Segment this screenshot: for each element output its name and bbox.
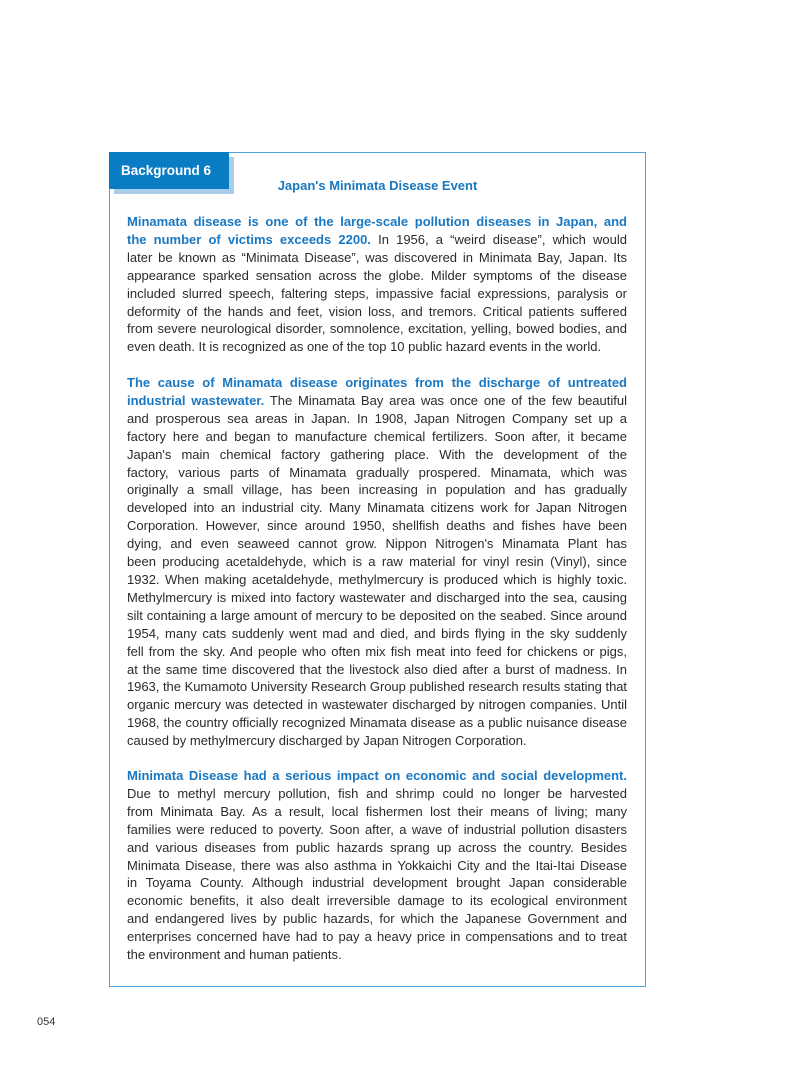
body-text: the environment and human patients. [127,947,342,963]
lead-sentence: industrial wastewater. [127,392,265,408]
text-line [127,374,627,392]
body-text: factory, various parts of Minamata gradually prospered. Minamata, which was [127,464,627,480]
lead-sentence: The cause of Minamata disease originates from the discharge of untreated [127,375,627,390]
text-line [127,338,627,356]
body-text: In 1956, a “weird disease”, which would [370,231,628,247]
text-line [127,499,627,517]
text-line [127,643,627,661]
body-text: in Toyama County. Although industrial development brought Japan considerable [127,875,627,891]
text-line [127,428,627,446]
body-text: 1963, the Kumamoto University Research Group published research results stating that [127,679,627,695]
body-text: Japan's main chemical factory gathering place. With the development of the [127,446,627,462]
body-text: even death. It is recognized as one of the top 10 public hazard events in the world. [127,339,602,355]
text-line [127,857,627,875]
body-text: silt containing a large amount of mercury to be deposited on the seabed. Since around [127,607,627,623]
body-text: 1954, many cats suddenly went mad and died, and birds flying in the sky suddenly [127,625,627,641]
text-line [127,821,627,839]
body-text: developed into an industrial city. Many Minamata citizens work for Japan Nitrogen [127,500,627,516]
text-line [127,553,627,571]
text-line [127,213,627,231]
box-title: Japan's Minimata Disease Event [277,178,478,193]
text-line [127,571,627,589]
body-text: enterprises concerned have had to pay a heavy price in compensations and to treat [127,929,627,945]
body-text: The Minamata Bay area was once one of the few beautiful [264,392,628,408]
text-line [127,446,627,464]
text-line [127,464,627,482]
text-line [127,892,627,910]
text-line [127,249,627,267]
body-text: appearance sparked sensation across the globe. Milder symptoms of the disease [127,267,627,283]
body-text: from severe neurological disorder, somnolence, excitation, yelling, bowed bodies, and [127,321,627,337]
text-line [127,267,627,285]
body-text: caused by methylmercury discharged by Japan Nitrogen Corporation. [127,733,527,749]
text-line [127,928,627,946]
paragraph-1 [127,213,627,356]
body-text: factory here and began to manufacture chemical fertilizers. Soon after, it became [127,428,627,444]
body-text: organic mercury was detected in wastewater discharged by nitrogen companies. Until [127,697,627,713]
body-text: and prosperous sea areas in Japan. In 1908, Japan Nitrogen Company set up a [127,410,627,426]
body-text: 1968, the country officially recognized Minamata disease as a public nuisance disease [127,715,627,731]
text-line [127,410,627,428]
lead-sentence: the number of victims exceeds 2200. [127,231,371,247]
text-line [127,803,627,821]
background-label: Background 6 [109,152,229,189]
body-text: at the same time discovered that the livestock also died after a burst of madness. In [127,661,627,677]
lead-sentence: Minamata disease is one of the large-scale pollution diseases in Japan, and [127,214,627,229]
text-line [127,910,627,928]
text-line [127,946,627,964]
text-line [127,392,627,410]
body-text: later be known as “Minimata Disease”, was discovered in Minimata Bay, Japan. Its [127,249,627,265]
text-line [127,607,627,625]
body-text: deformity of the hands and feet, vision loss, and tremors. Critical patients suffered [127,303,627,319]
text-line [127,714,627,732]
body-text: 1932. When making acetaldehyde, methylmercury is produced which is highly toxic. [127,571,627,587]
paragraph-2 [127,374,627,750]
text-line [127,678,627,696]
body-text: Minimata Disease, there was also asthma in Yokkaichi City and the Itai-Itai Disease [127,857,627,873]
body-text: Corporation. However, since around 1950, shellfish deaths and fishes have been [127,518,627,534]
text-line [127,303,627,321]
text-line [127,589,627,607]
text-line [127,874,627,892]
body-text: and various diseases from public hazards sprang up across the country. Besides [127,839,627,855]
text-line [127,625,627,643]
body-text: and endangered lives by public hazards, for which the Japanese Government and [127,911,627,927]
text-line [127,732,627,750]
text-line [127,285,627,303]
text-line [127,517,627,535]
body-text: included slurred speech, faltering steps, impassive facial expressions, paralysis or [127,285,627,301]
body-text: Methylmercury is mixed into factory wastewater and discharged into the sea, causing [127,589,627,605]
body-text: families were reduced to poverty. Soon after, a wave of industrial pollution disasters [127,821,627,837]
text-line [127,661,627,679]
body-text: Due to methyl mercury pollution, fish and shrimp could no longer be harvested [127,785,627,801]
body-text: economic benefits, it also dealt irreversible damage to its ecological environment [127,893,627,909]
body-text: from Minimata Bay. As a result, local fishermen lost their means of living; many [127,803,627,819]
paragraph-3 [127,767,627,964]
text-line [127,535,627,553]
text-line [127,231,627,249]
lead-sentence: Minimata Disease had a serious impact on economic and social development. [127,768,627,783]
text-line [127,839,627,857]
text-line [127,696,627,714]
text-line [127,320,627,338]
page-number: 054 [37,1016,56,1028]
body-text: been producing acetaldehyde, which is a raw material for vinyl resin (Vinyl), since [127,554,627,570]
body-text: fell from the sky. And people who often mix fish meat into feed for chickens or pigs, [127,643,627,659]
text-line [127,767,627,785]
text-line [127,481,627,499]
body-text: dying, and even seaweed cannot grow. Nippon Nitrogen's Minamata Plant has [127,536,627,552]
text-line [127,785,627,803]
body-text: originally a small village, has been increasing in population and has gradually [127,482,627,498]
